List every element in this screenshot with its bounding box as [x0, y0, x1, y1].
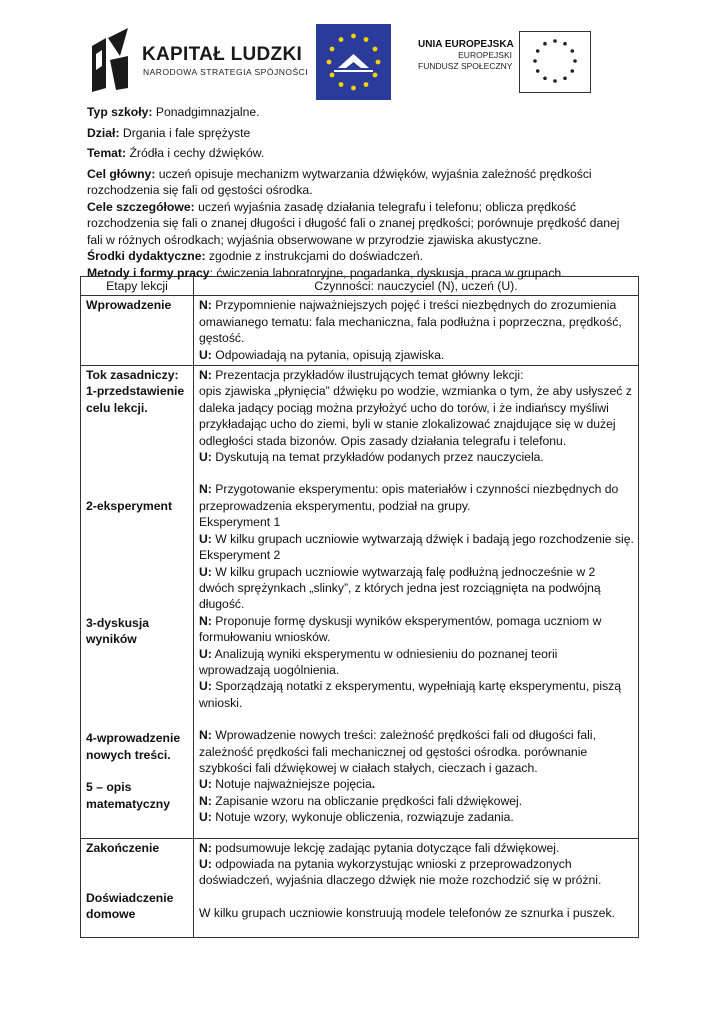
logo-subtitle: NARODOWA STRATEGIA SPÓJNOŚCI [143, 67, 309, 77]
eu-stars-flag-icon [519, 31, 591, 93]
main-goal: Cel główny: uczeń opisuje mechanizm wytwarzania dźwięków, wyjaśnia zależność prędkości rozchodzenia się fali od gęstości ośrodka. [87, 166, 592, 197]
lesson-plan-table [80, 276, 639, 938]
methods: Metody i formy pracy: ćwiczenia laboratoryjne, pogadanka, dyskusja, praca w grupach. [87, 265, 565, 280]
topic: Temat: Źródła i cechy dźwięków. [87, 146, 265, 160]
activity-cell: N: Prezentacja przykładów ilustrujących temat główny lekcji: opis zjawiska „płynięcia” dźwięku po wodzie, wzmianka o tym, że aby usłyszeć z daleka jadący pociąg można przyłożyć ucho do torów, i że indiańscy myśliwi przykładając ucho do ziemi, byli w stanie zlokalizować znajdujące się w dużej odległości stada bizonów. Opis zasady działania telegrafu i telefonu. U: Dyskutują na temat przykładów podanych przez nauczyciela. N: Przygotowanie eksperymentu: opis materiałów i czynności niezbędnych do przeprowadzenia eksperymentu, podział na grupy. Eksperyment 1 U: W kilku grupach uczniowie wytwarzają dźwięk i badają jego rozchodzenie się. Eksperyment 2 U: W kilku grupach uczniowie wytwarzają falę podłużną jednocześnie w 2 dwóch sprężynkach „slinky”, z których jedna jest rozciągnięta na podwójną długość. N: Proponuje formę dyskusji wyników eksperymentów, pomaga uczniom w formułowaniu wniosków. U: Analizują wyniki eksperymentu w odniesieniu do poznanej teorii wprowadzają uogólnienia. U: Sporządzają notatki z eksperymentu, wypełniają kartę eksperymentu, piszą wnioski. N: Wprowadzenie nowych treści: zależność prędkości fali od długości fali, zależność prędkości fali mechanicznej od gęstości ośrodka. porównanie szybkości fali dźwiękowej w ciałach stałych, cieczach i gazach. U: Notuje najważniejsze pojęcia. N: Zapisanie wzoru na obliczanie prędkości fali dźwiękowej. U: Notuje wzory, wykonuje obliczenia, rozwiązuje zadania. [194, 366, 639, 839]
col-stage-header: Etapy lekcji [81, 277, 194, 296]
eu-title: UNIA EUROPEJSKA [418, 39, 514, 50]
table-row [81, 296, 639, 366]
detailed-goals: Cele szczegółowe: uczeń wyjaśnia zasadę działania telegrafu i telefonu; oblicza prędkość rozchodzenia się fali o znanej długości i długość fali o znanej prędkości; porównuje prędkość danej fali w różnych ośrodkach; wyjaśnia obserwowane w przyrodzie zjawiska akustyczne. [87, 199, 620, 247]
table-header-row [81, 277, 639, 296]
table-row [81, 366, 639, 839]
eu-fund-line1: EUROPEJSKI [458, 50, 512, 60]
lesson-meta [87, 104, 647, 281]
logo-title: KAPITAŁ LUDZKI [142, 44, 303, 65]
eu-text-block [418, 39, 512, 72]
section: Dział: Drgania i fale sprężyste [87, 125, 251, 140]
stage-cell: Zakończenie Doświadczenie domowe [81, 838, 194, 937]
teaching-aids: Środki dydaktyczne: zgodnie z instrukcjami do doświadczeń. [87, 249, 423, 263]
eu-fund-line2: FUNDUSZ SPOŁECZNY [418, 61, 513, 71]
stage-cell: Wprowadzenie [81, 296, 194, 366]
kapital-ludzki-logo-icon [90, 26, 130, 94]
eu-flag-icon [316, 24, 391, 100]
activity-cell: N: podsumowuje lekcję zadając pytania dotyczące fali dźwiękowej. U: odpowiada na pytania wykorzystując wnioski z przeprowadzonych doświadczeń, wyjaśnia dlaczego dźwięk nie może rozchodzić się w próżni. W kilku grupach uczniowie konstruują modele telefonów ze sznurka i puszek. [194, 838, 639, 937]
stage-cell: Tok zasadniczy: 1-przedstawienie celu lekcji. 2-eksperyment 3-dyskusja wyników 4-wprowadzenie nowych treści. 5 – opis matematyczny [81, 366, 194, 839]
col-activity-header: Czynności: nauczyciel (N), uczeń (U). [194, 277, 639, 296]
activity-cell: N: Przypomnienie najważniejszych pojęć i treści niezbędnych do zrozumienia omawianego tematu: fala mechaniczna, fala podłużna i poprzeczna, prędkość, gęstość. U: Odpowiadają na pytania, opisują zjawiska. [194, 296, 639, 366]
page-header [0, 14, 725, 94]
table-row [81, 838, 639, 937]
school-type: Typ szkoły: Ponadgimnazjalne. [87, 105, 260, 119]
